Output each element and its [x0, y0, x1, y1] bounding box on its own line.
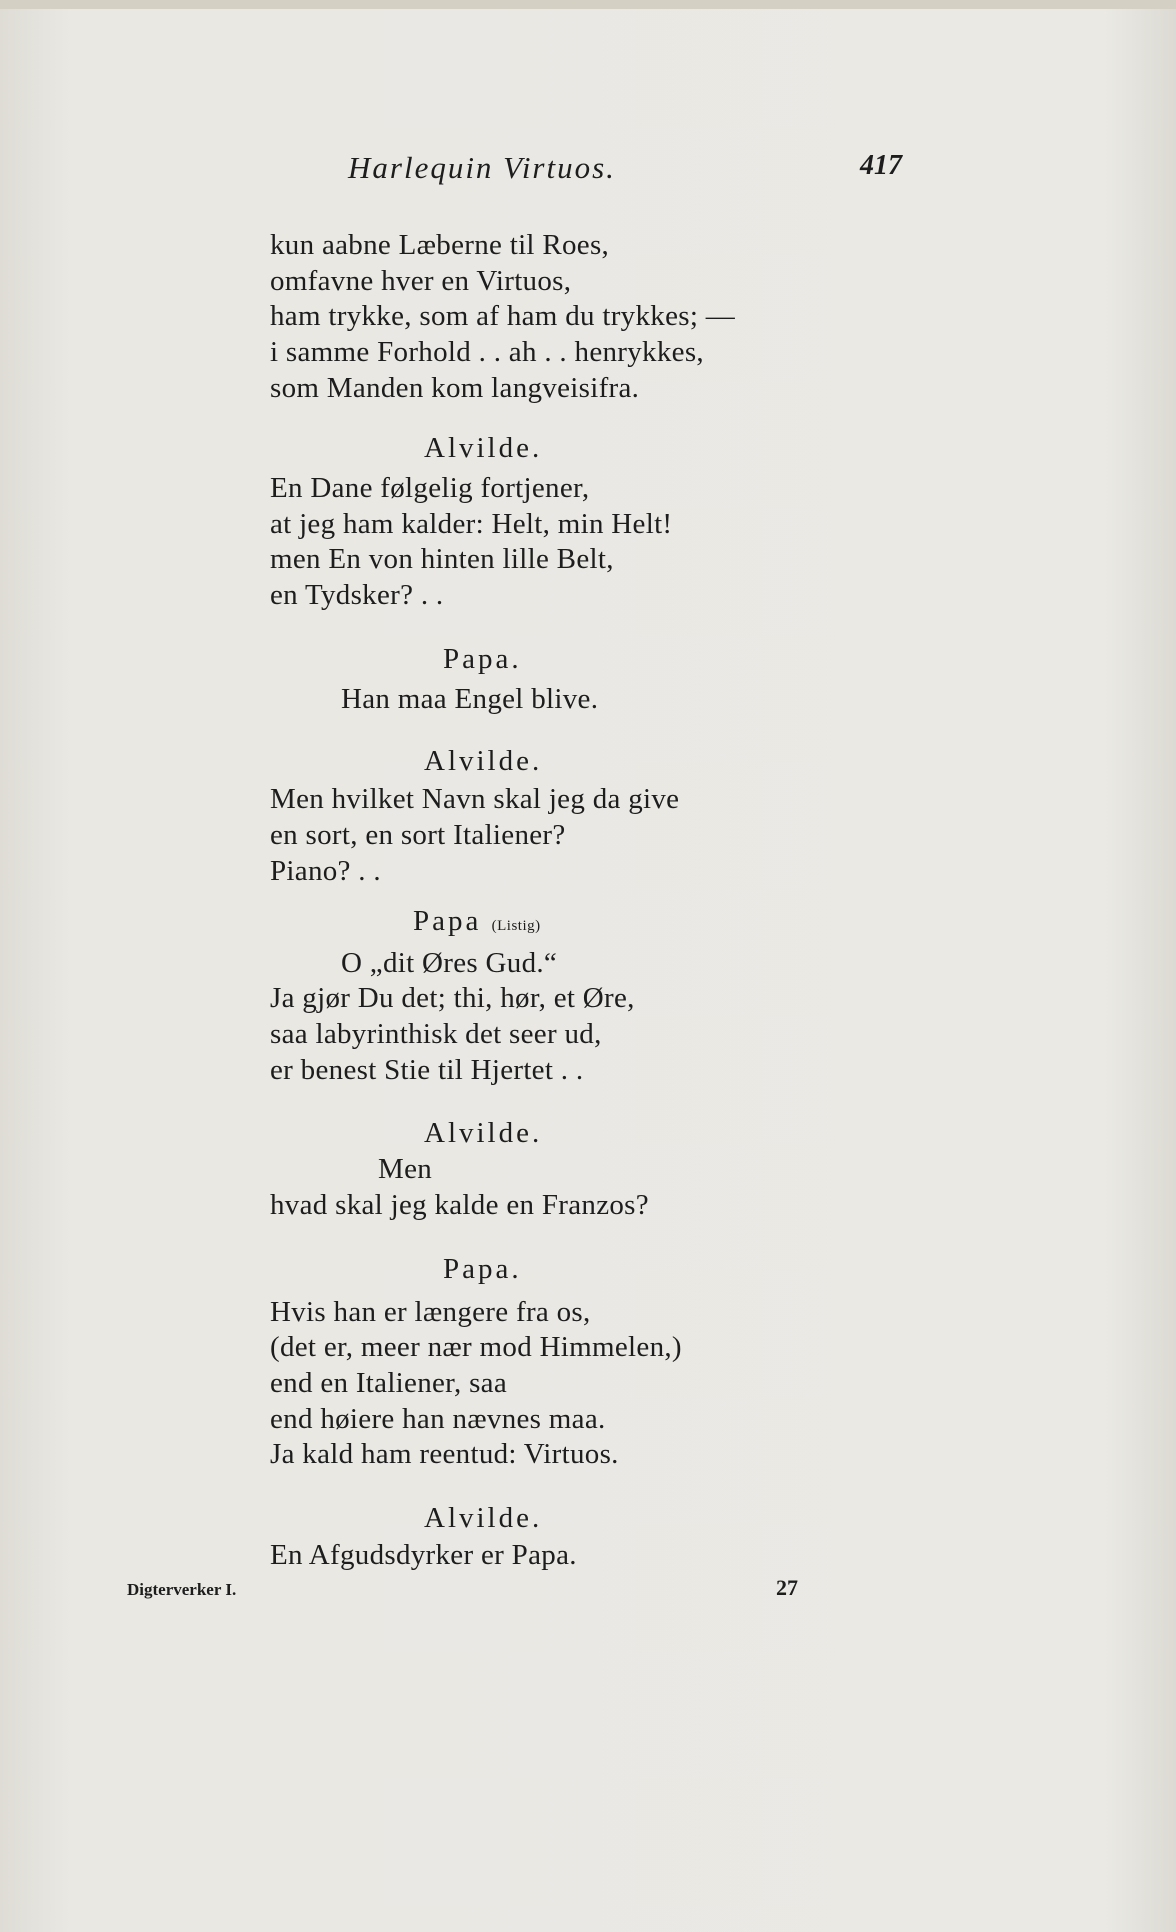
running-title: Harlequin Virtuos.: [348, 150, 616, 185]
verse-line: end høiere han nævnes maa.: [270, 1403, 606, 1435]
speaker-line: [413, 905, 541, 938]
speaker-name: Alvilde.: [424, 745, 543, 777]
speaker-name: Alvilde.: [424, 1502, 543, 1534]
verse-line: er benest Stie til Hjertet . .: [270, 1054, 584, 1086]
verse-line: en sort, en sort Italiener?: [270, 819, 566, 851]
speaker-name: Alvilde.: [424, 432, 543, 464]
signature-mark: Digterverker I.: [127, 1580, 237, 1599]
verse-line: Ja gjør Du det; thi, hør, et Øre,: [270, 982, 635, 1014]
verse-line: En Dane følgelig fortjener,: [270, 472, 590, 504]
speaker-name: Papa.: [443, 643, 522, 675]
speaker-name: Alvilde.: [424, 1117, 543, 1149]
verse-line: Hvis han er længere fra os,: [270, 1296, 591, 1328]
verse-line: ham trykke, som af ham du trykkes; —: [270, 300, 736, 332]
verse-line: Piano? . .: [270, 855, 381, 887]
verse-line: hvad skal jeg kalde en Franzos?: [270, 1189, 649, 1221]
speaker-name: Papa: [413, 905, 482, 937]
stage-direction: (Listig): [491, 918, 541, 934]
verse-line: en Tydsker? . .: [270, 579, 444, 611]
verse-line: En Afgudsdyrker er Papa.: [270, 1539, 577, 1571]
sheet-number: 27: [776, 1575, 798, 1600]
verse-line: kun aabne Læberne til Roes,: [270, 229, 610, 261]
speaker-name: Papa.: [443, 1253, 522, 1285]
verse-line: O „dit Øres Gud.“: [341, 947, 558, 979]
verse-line: omfavne hver en Virtuos,: [270, 265, 572, 297]
page-number: 417: [860, 150, 902, 181]
verse-line: (det er, meer nær mod Himmelen,): [270, 1331, 682, 1363]
verse-line: Ja kald ham reentud: Virtuos.: [270, 1438, 619, 1470]
verse-line: saa labyrinthisk det seer ud,: [270, 1018, 602, 1050]
verse-line: Men hvilket Navn skal jeg da give: [270, 783, 680, 815]
verse-line: at jeg ham kalder: Helt, min Helt!: [270, 508, 673, 540]
verse-line: i samme Forhold . . ah . . henrykkes,: [270, 336, 704, 368]
verse-line: som Manden kom langveisifra.: [270, 372, 640, 404]
page-top-edge: [0, 0, 1176, 9]
verse-line: men En von hinten lille Belt,: [270, 543, 614, 575]
verse-line: Han maa Engel blive.: [341, 683, 599, 715]
verse-line: end en Italiener, saa: [270, 1367, 508, 1399]
verse-line: Men: [378, 1153, 433, 1185]
